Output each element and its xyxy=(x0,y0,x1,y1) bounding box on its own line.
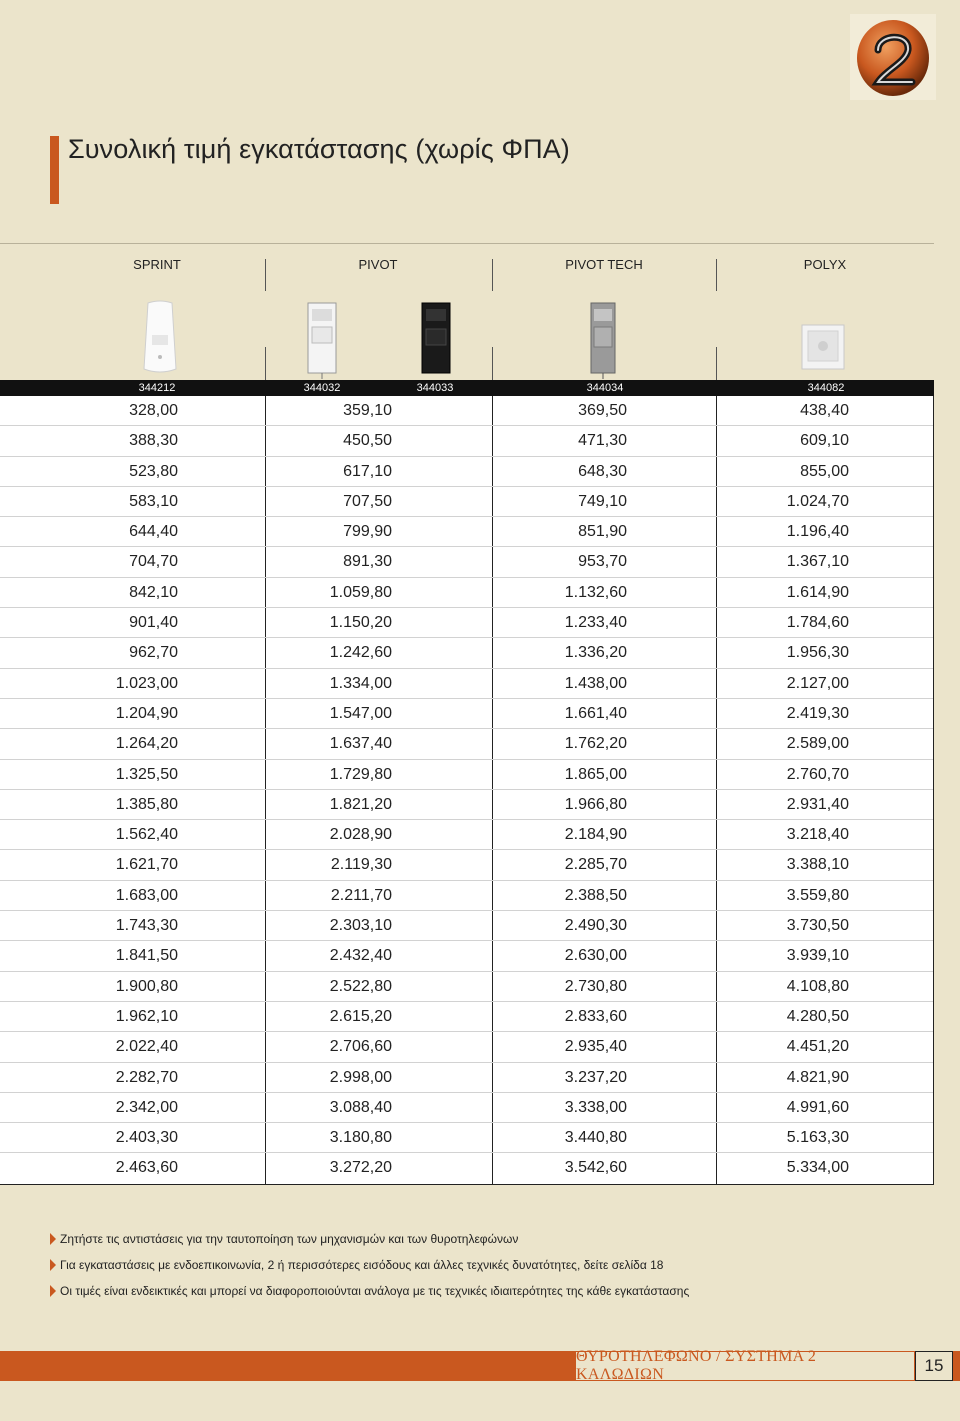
price-cell: 2.615,20 xyxy=(329,1007,392,1025)
price-cell: 1.334,00 xyxy=(329,674,392,692)
price-cell: 1.438,00 xyxy=(564,674,627,692)
table-row xyxy=(0,881,933,911)
bullet-triangle-icon xyxy=(50,1285,56,1297)
table-row xyxy=(0,941,933,971)
price-cell: 953,70 xyxy=(578,553,627,571)
table-row xyxy=(0,578,933,608)
number-2-badge-icon xyxy=(848,12,938,102)
price-cell: 4.821,90 xyxy=(786,1068,849,1086)
note-text: Ζητήστε τις αντιστάσεις για την ταυτοποίηση των μηχανισμών και των θυροτηλεφώνων xyxy=(60,1232,519,1246)
price-cell: 1.729,80 xyxy=(329,765,392,783)
table-row xyxy=(0,820,933,850)
price-cell: 2.463,60 xyxy=(115,1159,178,1177)
price-cell: 3.939,10 xyxy=(786,947,849,965)
price-cell: 1.762,20 xyxy=(564,735,627,753)
table-row xyxy=(0,608,933,638)
price-cell: 2.589,00 xyxy=(786,735,849,753)
price-cell: 3.440,80 xyxy=(564,1129,627,1147)
price-cell: 1.562,40 xyxy=(115,826,178,844)
product-name-pivot: PIVOT xyxy=(358,257,398,272)
polyx-device-icon xyxy=(800,323,846,371)
table-row xyxy=(0,1032,933,1062)
table-row xyxy=(0,547,933,577)
price-cell: 2.522,80 xyxy=(329,977,392,995)
price-cell: 962,70 xyxy=(129,644,178,662)
price-cell: 1.683,00 xyxy=(115,886,178,904)
table-row xyxy=(0,760,933,790)
column-divider xyxy=(716,259,717,291)
price-cell: 855,00 xyxy=(800,462,849,480)
price-cell: 1.367,10 xyxy=(786,553,849,571)
column-divider xyxy=(265,259,266,291)
price-cell: 5.163,30 xyxy=(786,1129,849,1147)
table-row xyxy=(0,457,933,487)
price-cell: 1.621,70 xyxy=(115,856,178,874)
price-cell: 4.451,20 xyxy=(786,1038,849,1056)
note-text: Οι τιμές είναι ενδεικτικές και μπορεί να διαφοροποιούνται ανάλογα με τις τεχνικές ιδιαιτερότητες της κάθε εγκατάστασης xyxy=(60,1284,690,1298)
price-cell: 1.264,20 xyxy=(115,735,178,753)
price-cell: 1.233,40 xyxy=(564,614,627,632)
column-divider xyxy=(265,347,266,380)
price-cell: 1.023,00 xyxy=(115,674,178,692)
price-cell: 2.342,00 xyxy=(115,1098,178,1116)
price-cell: 2.419,30 xyxy=(786,704,849,722)
price-cell: 1.059,80 xyxy=(329,583,392,601)
price-cell: 4.280,50 xyxy=(786,1007,849,1025)
price-cell: 749,10 xyxy=(578,492,627,510)
price-cell: 328,00 xyxy=(129,402,178,419)
table-row xyxy=(0,729,933,759)
price-cell: 359,10 xyxy=(343,402,392,419)
price-cell: 1.841,50 xyxy=(115,947,178,965)
price-cell: 388,30 xyxy=(129,432,178,450)
price-cell: 2.833,60 xyxy=(564,1007,627,1025)
price-cell: 2.730,80 xyxy=(564,977,627,995)
price-cell: 1.821,20 xyxy=(329,795,392,813)
price-cell: 2.028,90 xyxy=(329,826,392,844)
price-cell: 1.242,60 xyxy=(329,644,392,662)
price-cell: 842,10 xyxy=(129,583,178,601)
price-cell: 438,40 xyxy=(800,402,849,419)
table-row xyxy=(0,699,933,729)
pivot-tech-device-icon xyxy=(589,301,617,379)
price-cell: 799,90 xyxy=(343,523,392,541)
price-cell: 471,30 xyxy=(578,432,627,450)
price-cell: 1.385,80 xyxy=(115,795,178,813)
product-images xyxy=(0,295,934,380)
pivot-black-device-icon xyxy=(420,301,452,377)
product-name-sprint: SPRINT xyxy=(133,257,181,272)
price-cell: 1.150,20 xyxy=(329,614,392,632)
price-cell: 3.338,00 xyxy=(564,1098,627,1116)
price-cell: 1.900,80 xyxy=(115,977,178,995)
footer-section-title: ΘΥΡΟΤΗΛΕΦΩΝΟ / ΣΥΣΤΗΜΑ 2 ΚΑΛΩΔΙΩΝ xyxy=(575,1351,915,1381)
price-cell: 1.637,40 xyxy=(329,735,392,753)
product-name-pivot-tech: PIVOT TECH xyxy=(565,257,643,272)
page-title: Συνολική τιμή εγκατάστασης (χωρίς ΦΠΑ) xyxy=(68,134,570,164)
product-code-bar xyxy=(0,380,934,396)
note-text: Για εγκαταστάσεις με ενδοεπικοινωνία, 2 ή περισσότερες εισόδους και άλλες τεχνικές δυνατότητες, δείτε σελίδα 18 xyxy=(60,1258,664,1272)
price-cell: 901,40 xyxy=(129,614,178,632)
price-cell: 707,50 xyxy=(343,492,392,510)
sprint-device-icon xyxy=(140,299,180,375)
price-cell: 2.119,30 xyxy=(330,856,392,874)
price-cell: 1.132,60 xyxy=(564,583,627,601)
price-cell: 2.127,00 xyxy=(786,674,849,692)
price-cell: 2.388,50 xyxy=(564,886,627,904)
price-cell: 2.760,70 xyxy=(786,765,849,783)
price-cell: 1.784,60 xyxy=(786,614,849,632)
price-cell: 704,70 xyxy=(129,553,178,571)
price-cell: 648,30 xyxy=(578,462,627,480)
price-table xyxy=(0,396,934,1185)
price-cell: 3.272,20 xyxy=(329,1159,392,1177)
price-cell: 3.180,80 xyxy=(329,1129,392,1147)
price-cell: 1.962,10 xyxy=(115,1007,178,1025)
price-cell: 4.991,60 xyxy=(786,1098,849,1116)
price-cell: 2.211,70 xyxy=(330,886,392,904)
price-cell: 851,90 xyxy=(578,523,627,541)
bullet-triangle-icon xyxy=(50,1233,56,1245)
product-code: 344082 xyxy=(807,382,845,394)
column-divider xyxy=(492,347,493,380)
price-cell: 609,10 xyxy=(800,432,849,450)
price-cell: 1.024,70 xyxy=(786,492,849,510)
price-cell: 1.743,30 xyxy=(115,917,178,935)
table-row xyxy=(0,850,933,880)
price-cell: 3.237,20 xyxy=(564,1068,627,1086)
price-cell: 5.334,00 xyxy=(786,1159,849,1177)
table-row xyxy=(0,1093,933,1123)
price-cell: 2.490,30 xyxy=(564,917,627,935)
table-row xyxy=(0,638,933,668)
column-divider xyxy=(492,259,493,291)
table-row xyxy=(0,1153,933,1183)
column-divider xyxy=(716,347,717,380)
price-cell: 2.403,30 xyxy=(115,1129,178,1147)
price-cell: 2.931,40 xyxy=(786,795,849,813)
pivot-white-device-icon xyxy=(306,301,338,379)
price-cell: 523,80 xyxy=(129,462,178,480)
price-cell: 3.218,40 xyxy=(786,826,849,844)
notes-list xyxy=(50,1226,930,1304)
price-cell: 1.547,00 xyxy=(329,704,392,722)
note-item xyxy=(50,1226,930,1252)
price-cell: 644,40 xyxy=(129,523,178,541)
price-cell: 2.630,00 xyxy=(564,947,627,965)
price-cell: 450,50 xyxy=(343,432,392,450)
price-cell: 1.196,40 xyxy=(786,523,849,541)
price-cell: 2.022,40 xyxy=(115,1038,178,1056)
price-cell: 617,10 xyxy=(343,462,392,480)
product-code: 344032 xyxy=(303,382,341,394)
product-code: 344034 xyxy=(586,382,624,394)
price-cell: 1.661,40 xyxy=(564,704,627,722)
price-cell: 1.956,30 xyxy=(786,644,849,662)
price-cell: 1.204,90 xyxy=(115,704,178,722)
price-cell: 2.432,40 xyxy=(329,947,392,965)
table-row xyxy=(0,517,933,547)
price-cell: 1.336,20 xyxy=(564,644,627,662)
title-accent-bar xyxy=(50,136,59,204)
table-row xyxy=(0,911,933,941)
note-item xyxy=(50,1278,930,1304)
price-cell: 3.559,80 xyxy=(786,886,849,904)
table-row xyxy=(0,1063,933,1093)
table-row xyxy=(0,972,933,1002)
price-cell: 2.303,10 xyxy=(329,917,392,935)
price-cell: 369,50 xyxy=(578,402,627,419)
table-row xyxy=(0,487,933,517)
price-cell: 3.542,60 xyxy=(564,1159,627,1177)
note-item xyxy=(50,1252,930,1278)
price-cell: 3.388,10 xyxy=(786,856,849,874)
price-cell: 3.088,40 xyxy=(329,1098,392,1116)
table-row xyxy=(0,1002,933,1032)
price-cell: 2.998,00 xyxy=(329,1068,392,1086)
table-row xyxy=(0,396,933,426)
logo-number-2-badge xyxy=(848,12,938,102)
table-row xyxy=(0,1123,933,1153)
product-code: 344212 xyxy=(138,382,176,394)
bullet-triangle-icon xyxy=(50,1259,56,1271)
price-cell: 2.935,40 xyxy=(564,1038,627,1056)
product-code: 344033 xyxy=(416,382,454,394)
page-number: 15 xyxy=(915,1351,953,1381)
price-cell: 2.706,60 xyxy=(329,1038,392,1056)
table-row xyxy=(0,426,933,456)
price-cell: 1.865,00 xyxy=(564,765,627,783)
price-cell: 4.108,80 xyxy=(786,977,849,995)
price-cell: 3.730,50 xyxy=(786,917,849,935)
price-cell: 1.966,80 xyxy=(564,795,627,813)
table-row xyxy=(0,790,933,820)
price-cell: 1.614,90 xyxy=(786,583,849,601)
product-header xyxy=(0,255,934,291)
price-cell: 2.184,90 xyxy=(564,826,627,844)
price-cell: 583,10 xyxy=(129,492,178,510)
price-cell: 1.325,50 xyxy=(115,765,178,783)
price-cell: 2.282,70 xyxy=(115,1068,178,1086)
product-name-polyx: POLYX xyxy=(803,257,847,272)
price-cell: 2.285,70 xyxy=(564,856,627,874)
price-cell: 891,30 xyxy=(343,553,392,571)
header-divider xyxy=(0,243,934,244)
table-row xyxy=(0,669,933,699)
